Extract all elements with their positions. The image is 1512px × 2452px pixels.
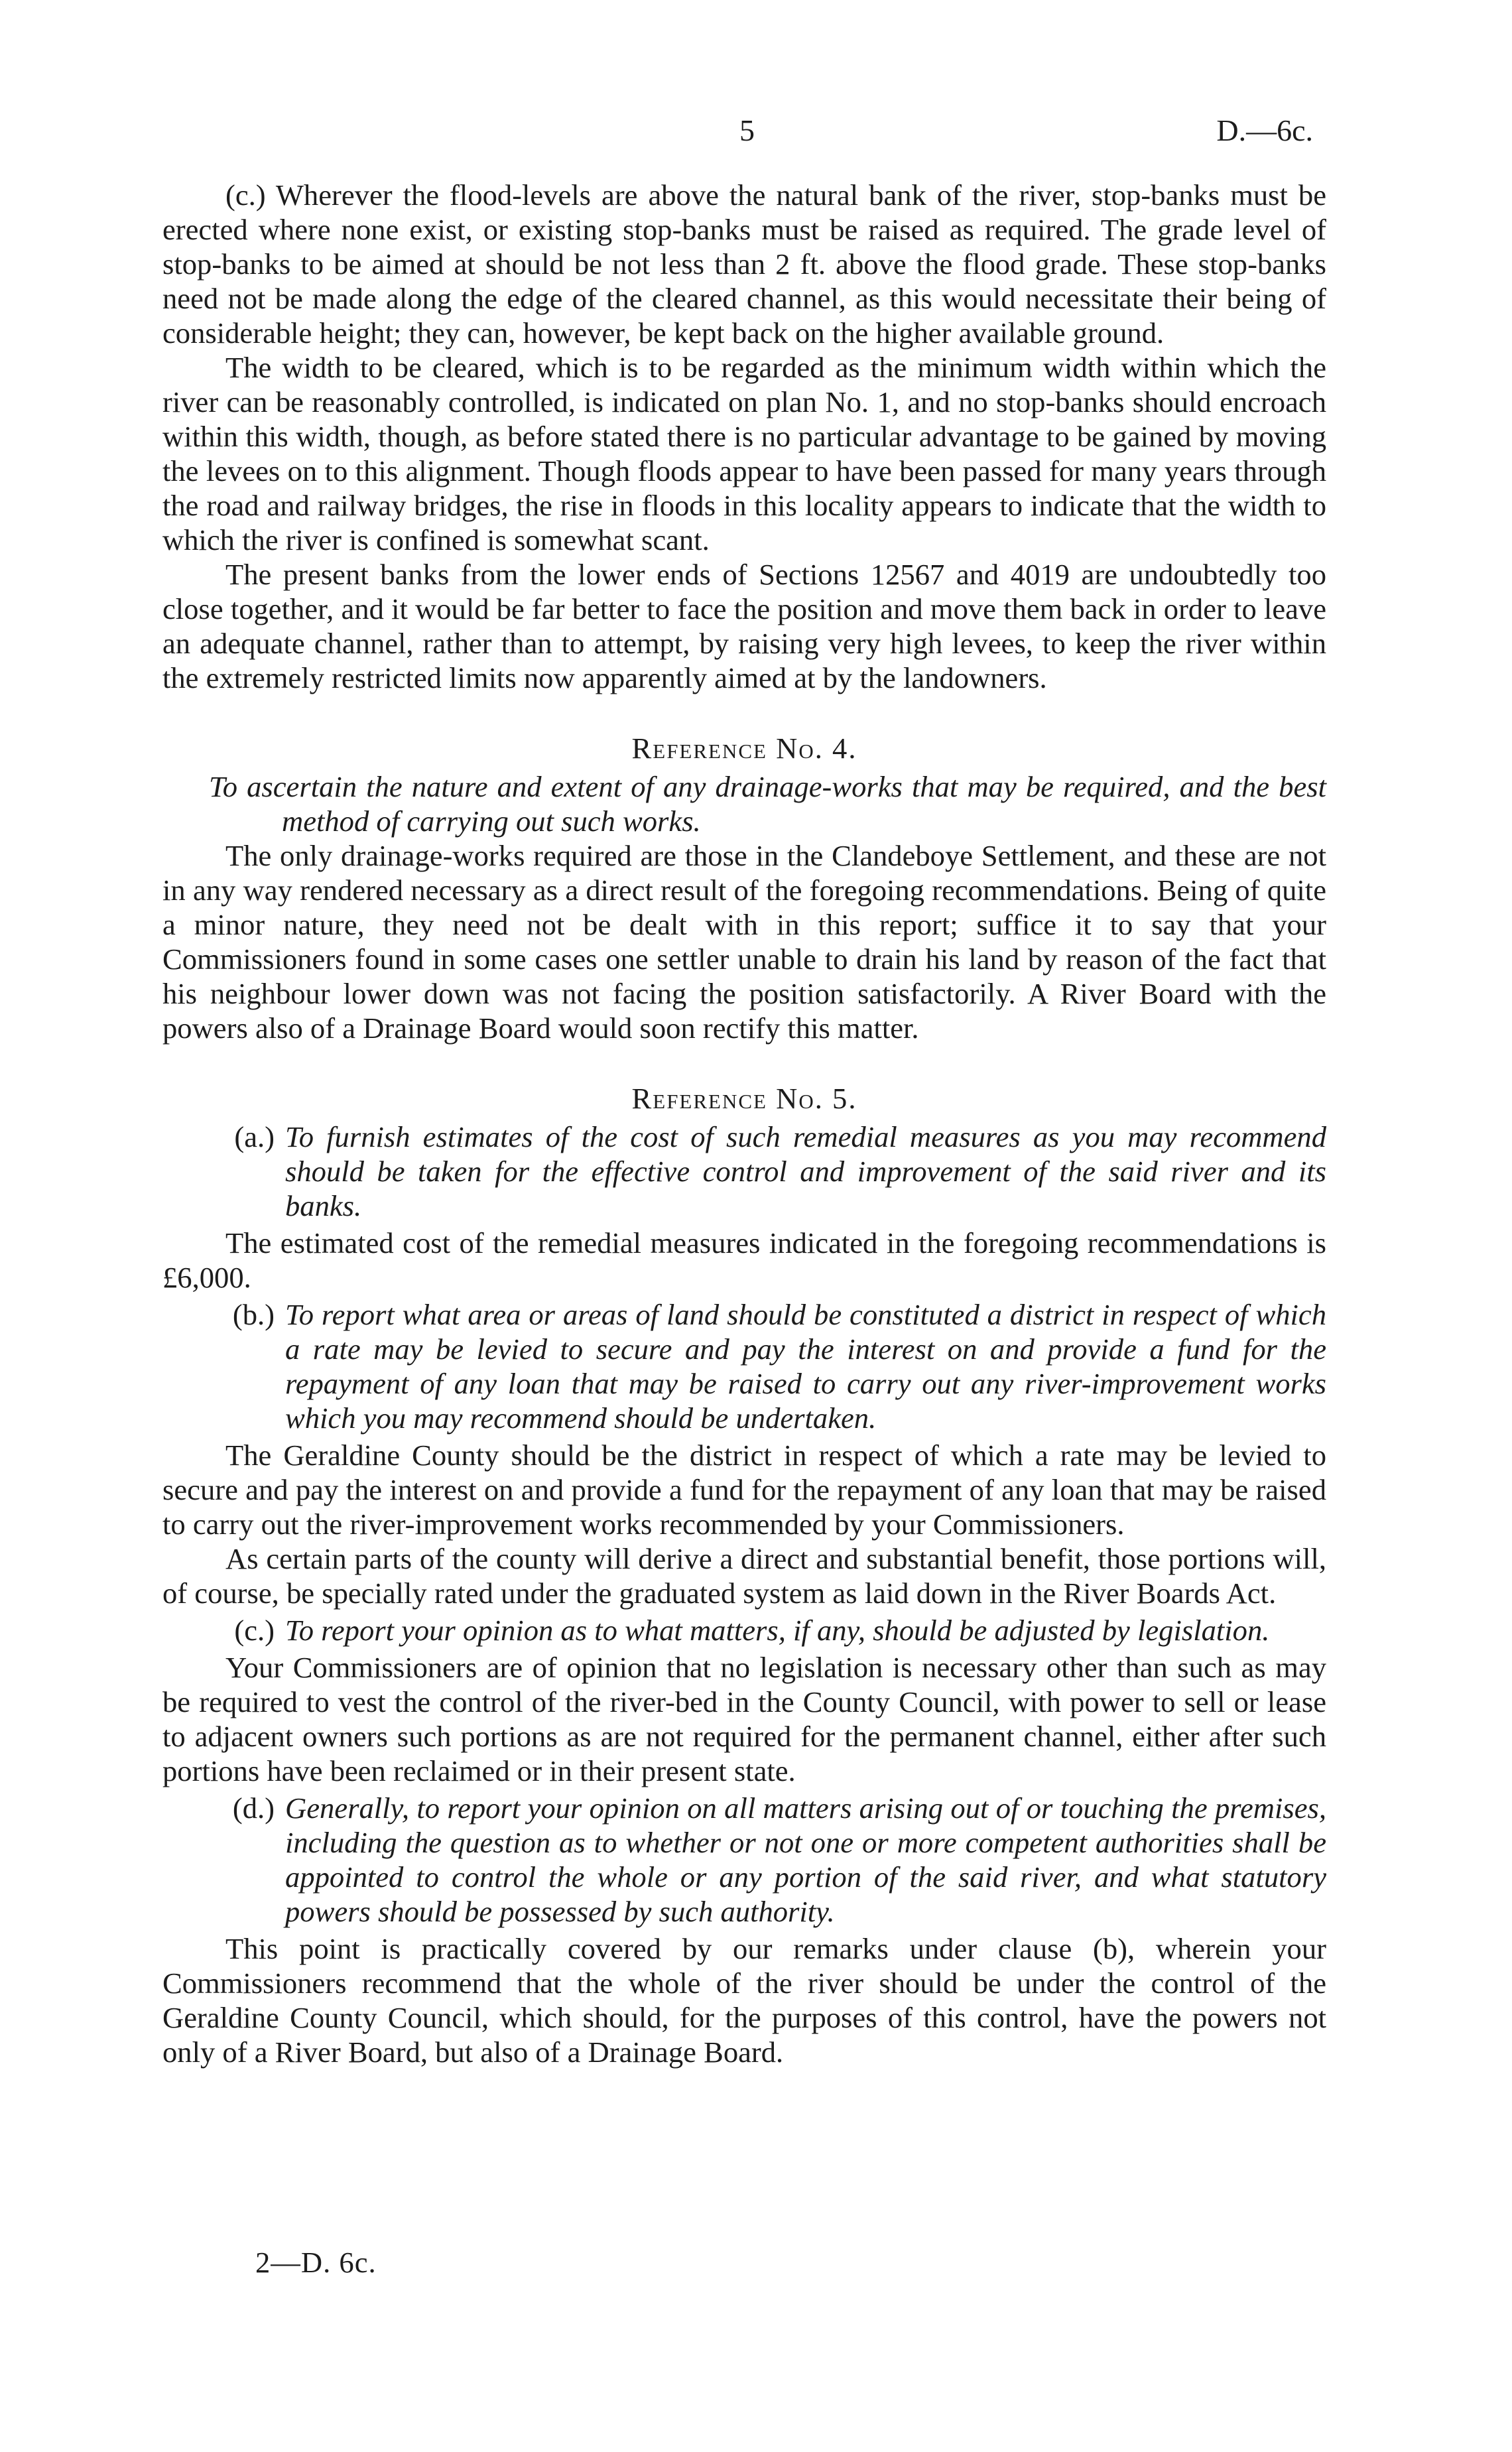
clause-text-a: To furnish estimates of the cost of such remedial measures as you may recommend should be taken for the effective control and improvement of the said river and its banks. [285, 1120, 1326, 1222]
paragraph-clearing-width: The width to be cleared, which is to be regarded as the minimum width within which the river can be reasonably controlled, is indicated on plan No. 1, and no stop-banks should encroach within this width, though, as before stated there is no particular advantage to be gained by moving the levees on to this alignment. Though floods appear to have been passed for many years through the road and railway bridges, the rise in floods in this locality appears to indicate that the width to which the river is confined is somewhat scant. [162, 351, 1326, 556]
reference-5-b-answer-2: As certain parts of the county will derive a direct and substantial benefit, those portions will, of course, be specially rated under the graduated system as laid down in the River Boards Act. [162, 1542, 1326, 1610]
clause-label-d: (d.) [232, 1791, 275, 1825]
reference-5-heading: Reference No. 5. [631, 1082, 857, 1115]
reference-5-d-answer: This point is practically covered by our remarks under clause (b), wherein your Commissioners recommend that the whole of the river should be under the control of the Geraldine County Council, which should, for the purposes of this control, have the powers not only of a River Board, but also of a Drainage Board. [162, 1932, 1326, 2069]
clause-text-c: To report your opinion as to what matters, if any, should be adjusted by legislation. [285, 1614, 1270, 1647]
reference-5-a [162, 1120, 1326, 1223]
clause-label-c: (c.) [234, 1614, 275, 1647]
clause-label-b: (b.) [232, 1298, 275, 1331]
reference-5-d [162, 1791, 1326, 1929]
clause-text-b: To report what area or areas of land should be constituted a district in respect of which a rate may be levied to secure and pay the interest on and provide a fund for the repayment of any loan that may be raised to carry out any river-improvement works which you may recommend should be undertaken. [285, 1298, 1326, 1435]
reference-5-c [162, 1613, 1326, 1647]
reference-5-a-answer: The estimated cost of the remedial measures indicated in the foregoing recommendations is £6,000. [162, 1226, 1326, 1294]
page-signature: 2—D. 6c. [255, 2246, 377, 2279]
reference-5-b [162, 1297, 1326, 1435]
reference-4-term: To ascertain the nature and extent of any drainage-works that may be required, and the best method of carrying out such works. [209, 770, 1326, 838]
document-reference: D.—6c. [1216, 113, 1313, 147]
clause-text-d: Generally, to report your opinion on all matters arising out of or touching the premises, including the question as to whether or not one or more competent authorities shall be appointed to control the whole or any portion of the said river, and what statutory powers should be possessed by such authority. [285, 1791, 1326, 1928]
reference-5-c-answer: Your Commissioners are of opinion that no legislation is necessary other than such as may be required to vest the control of the river-bed in the County Council, with power to sell or lease to adjacent owners such portions as are not required for the permanent channel, either after such portions have been reclaimed or in their present state. [162, 1651, 1326, 1787]
paragraph-present-banks: The present banks from the lower ends of Sections 12567 and 4019 are undoubtedly too close together, and it would be far better to face the position and move them back in order to leave an adequate channel, rather than to attempt, by raising very high levees, to keep the river within the extremely restricted limits now apparently aimed at by the landowners. [162, 558, 1326, 694]
reference-4-heading: Reference No. 4. [631, 732, 857, 765]
page-number: 5 [739, 113, 755, 147]
document-body [162, 178, 1326, 2069]
clause-label-a: (a.) [234, 1120, 275, 1153]
paragraph-stop-banks: (c.) Wherever the flood-levels are above the natural bank of the river, stop-banks must be erected where none exist, or existing stop-banks must be raised as required. The grade level of stop-banks to be aimed at should be not less than 2 ft. above the flood grade. These stop-banks need not be made along the edge of the cleared channel, as this would necessitate their being of considerable height; they can, however, be kept back on the higher available ground. [162, 178, 1326, 350]
page-header [0, 113, 1512, 153]
reference-4-answer: The only drainage-works required are those in the Clandeboye Settlement, and these are not in any way rendered necessary as a direct result of the foregoing recommendations. Being of quite a minor nature, they need not be dealt with in this report; suffice it to say that your Commissioners found in some cases one settler unable to drain his land by reason of the fact that his neighbour lower down was not facing the position satisfactorily. A River Board with the powers also of a Drainage Board would soon rectify this matter. [162, 839, 1326, 1045]
reference-5-b-answer-1: The Geraldine County should be the district in respect of which a rate may be levied to secure and pay the interest on and provide a fund for the repayment of any loan that may be raised to carry out the river-improvement works recommended by your Commissioners. [162, 1439, 1326, 1541]
